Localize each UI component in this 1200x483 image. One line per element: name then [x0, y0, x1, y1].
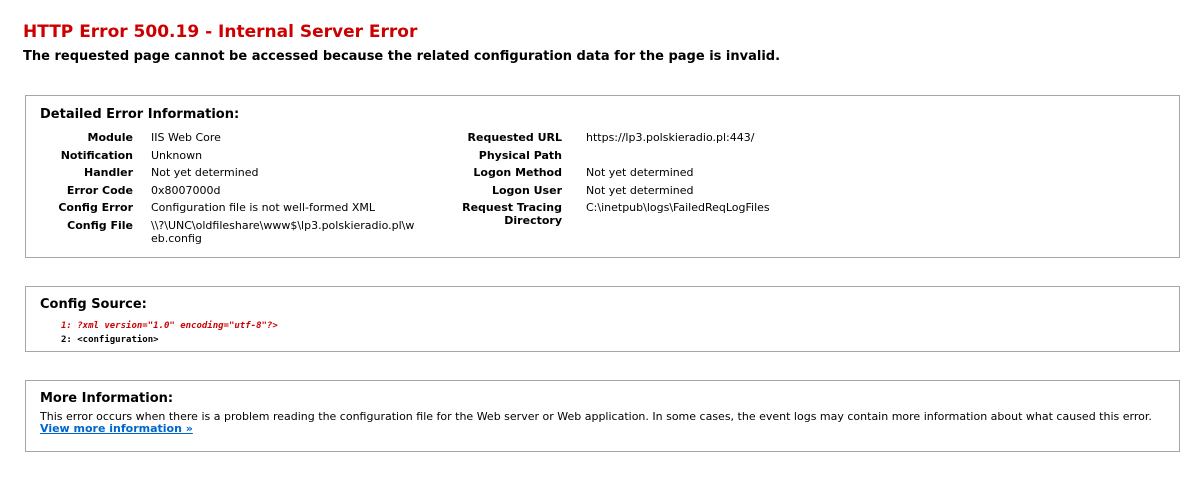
- config-source-panel: [25, 286, 1180, 352]
- table-row: [40, 166, 416, 184]
- table-row: [40, 131, 416, 149]
- more-information-heading: More Information:: [40, 391, 174, 406]
- notification-value: Unknown: [151, 148, 203, 162]
- code-line-2: 2: <configuration>: [61, 335, 159, 345]
- table-row: [456, 131, 886, 149]
- physical-path-value: [586, 149, 886, 167]
- request-tracing-directory-label: Request Tracing Directory: [462, 201, 562, 227]
- module-label: Module: [87, 131, 133, 144]
- logon-method-value: Not yet determined: [586, 166, 694, 179]
- request-tracing-directory-value: C:\inetpub\logs\FailedReqLogFiles: [586, 201, 770, 214]
- error-code-label: Error Code: [66, 183, 133, 197]
- error-details-right-table: [456, 131, 886, 227]
- config-error-value: Configuration file is not well-formed XML: [151, 201, 376, 214]
- table-row: [40, 201, 416, 219]
- table-row: [40, 219, 416, 245]
- config-source-heading: Config Source:: [40, 297, 147, 312]
- detailed-error-panel: [25, 95, 1180, 258]
- notification-label: Notification: [60, 148, 133, 162]
- logon-method-label: Logon Method: [473, 166, 562, 179]
- table-row: [40, 184, 416, 202]
- logon-user-value: Not yet determined: [586, 183, 694, 197]
- handler-label: Handler: [84, 166, 133, 179]
- table-row: [456, 184, 886, 202]
- detailed-error-heading: Detailed Error Information:: [40, 107, 240, 122]
- table-row: [40, 149, 416, 167]
- requested-url-label: Requested URL: [467, 131, 562, 144]
- config-source-code: [61, 319, 278, 347]
- logon-user-label: Logon User: [491, 183, 562, 197]
- module-value: IIS Web Core: [151, 131, 221, 144]
- page-subtitle: The requested page cannot be accessed because the related configuration data for the page is invalid.: [23, 49, 781, 64]
- more-information-text: This error occurs when there is a problem reading the configuration file for the Web server or Web application. In some cases, the event logs may contain more information about what caused this error.: [40, 410, 1152, 423]
- error-code-value: 0x8007000d: [151, 183, 221, 197]
- table-row: [456, 166, 886, 184]
- more-information-panel: [25, 380, 1180, 452]
- page-title: HTTP Error 500.19 - Internal Server Error: [23, 22, 418, 42]
- view-more-information-link[interactable]: View more information »: [40, 422, 193, 435]
- error-details-left-table: [40, 131, 416, 245]
- physical-path-label: Physical Path: [478, 148, 562, 162]
- config-error-label: Config Error: [58, 201, 133, 214]
- handler-value: Not yet determined: [151, 166, 259, 179]
- config-file-value: \\?\UNC\oldfileshare\www$\lp3.polskieradio.pl\web.config: [151, 218, 415, 245]
- code-line-1: 1: ?xml version="1.0" encoding="utf-8"?>: [61, 321, 278, 331]
- config-file-label: Config File: [67, 218, 133, 232]
- table-row: [456, 149, 886, 167]
- requested-url-value: https://lp3.polskieradio.pl:443/: [586, 131, 755, 144]
- table-row: [456, 201, 886, 227]
